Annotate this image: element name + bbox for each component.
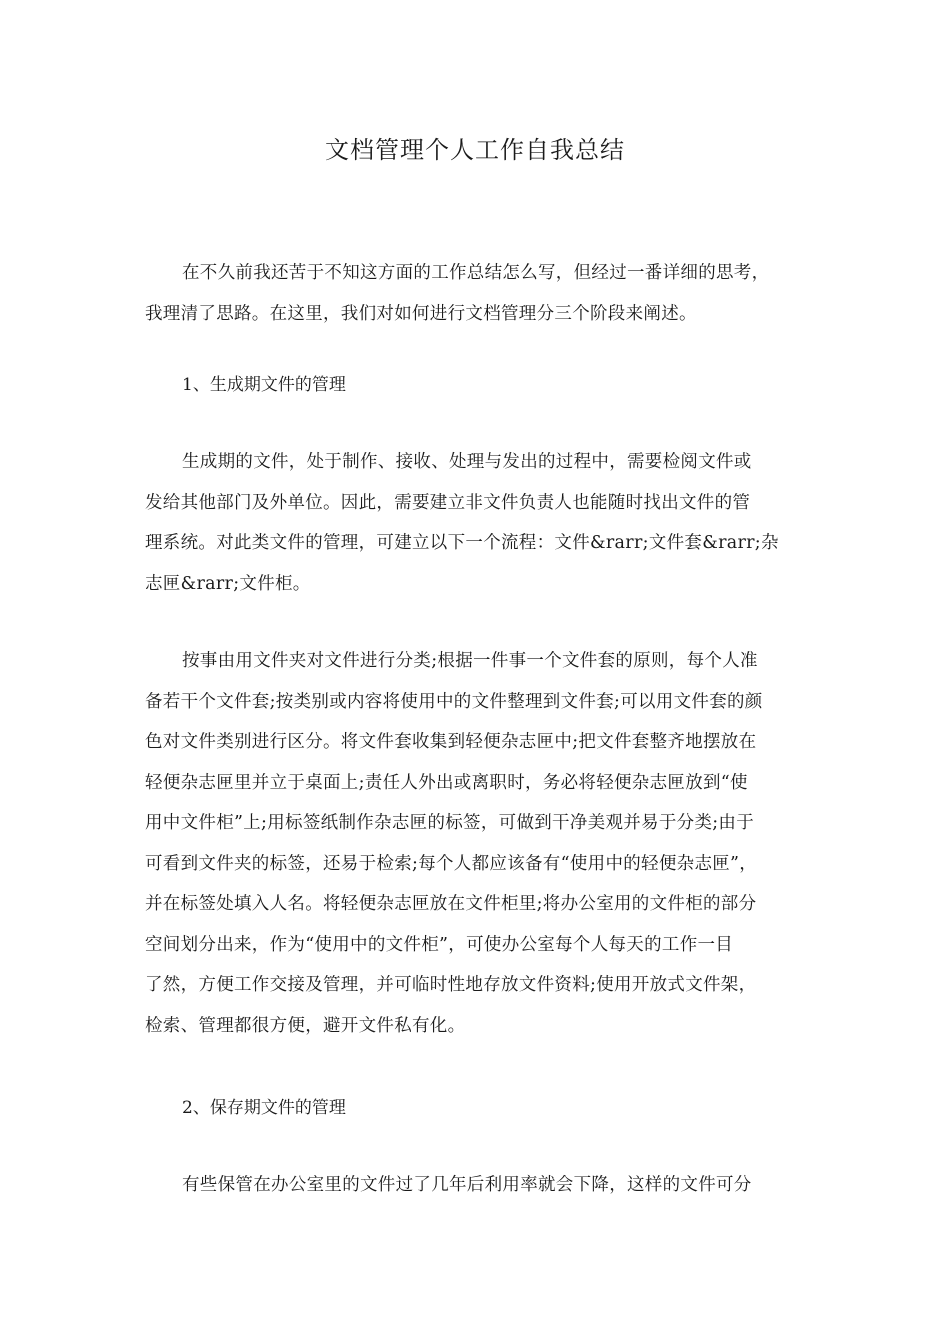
paragraph-line: 生成期的文件，处于制作、接收、处理与发出的过程中，需要检阅文件或 <box>182 452 752 472</box>
paragraph-line: 在不久前我还苦于不知这方面的工作总结怎么写，但经过一番详细的思考， <box>182 263 770 283</box>
intro-paragraph <box>145 253 769 334</box>
paragraph-line: 并在标签处填入人名。将轻便杂志匣放在文件柜里;将办公室用的文件柜的部分 <box>145 894 757 914</box>
paragraph-line: 可看到文件夹的标签，还易于检索;每个人都应该备有“使用中的轻便杂志匣”， <box>145 853 758 874</box>
paragraph-line: 按事由用文件夹对文件进行分类;根据一件事一个文件套的原则，每个人准 <box>182 651 758 671</box>
section-1-heading: 1、生成期文件的管理 <box>182 375 346 395</box>
paragraph-line: 发给其他部门及外单位。因此，需要建立非文件负责人也能随时找出文件的管 <box>145 492 751 513</box>
document-title: 文档管理个人工作自我总结 <box>325 136 625 164</box>
paragraph-line: 有些保管在办公室里的文件过了几年后利用率就会下降，这样的文件可分 <box>182 1175 752 1195</box>
paragraph-line: 理系统。对此类文件的管理，可建立以下一个流程：文件&rarr;文件套&rarr;杂 <box>145 533 779 553</box>
paragraph-line: 检索、管理都很方便，避开文件私有化。 <box>145 1015 466 1036</box>
section-2-paragraph-1 <box>145 1165 752 1206</box>
paragraph-line: 备若干个文件套;按类别或内容将使用中的文件整理到文件套;可以用文件套的颜 <box>145 691 763 712</box>
paragraph-line: 用中文件柜”上;用标签纸制作杂志匣的标签，可做到干净美观并易于分类;由于 <box>145 813 755 833</box>
paragraph-line: 了然，方便工作交接及管理，并可临时性地存放文件资料;使用开放式文件架， <box>145 975 757 995</box>
paragraph-line: 空间划分出来，作为“使用中的文件柜”，可使办公室每个人每天的工作一目 <box>145 934 734 955</box>
section-2-heading: 2、保存期文件的管理 <box>182 1098 346 1118</box>
paragraph-line: 轻便杂志匣里并立于桌面上;责任人外出或离职时，务必将轻便杂志匣放到“使 <box>145 772 748 793</box>
paragraph-line: 色对文件类别进行区分。将文件套收集到轻便杂志匣中;把文件套整齐地摆放在 <box>145 732 757 752</box>
section-1-paragraph-2 <box>145 641 763 1046</box>
section-1-paragraph-1 <box>145 442 779 604</box>
paragraph-line: 志匣&rarr;文件柜。 <box>145 573 311 594</box>
paragraph-line: 我理清了思路。在这里，我们对如何进行文档管理分三个阶段来阐述。 <box>145 303 697 324</box>
